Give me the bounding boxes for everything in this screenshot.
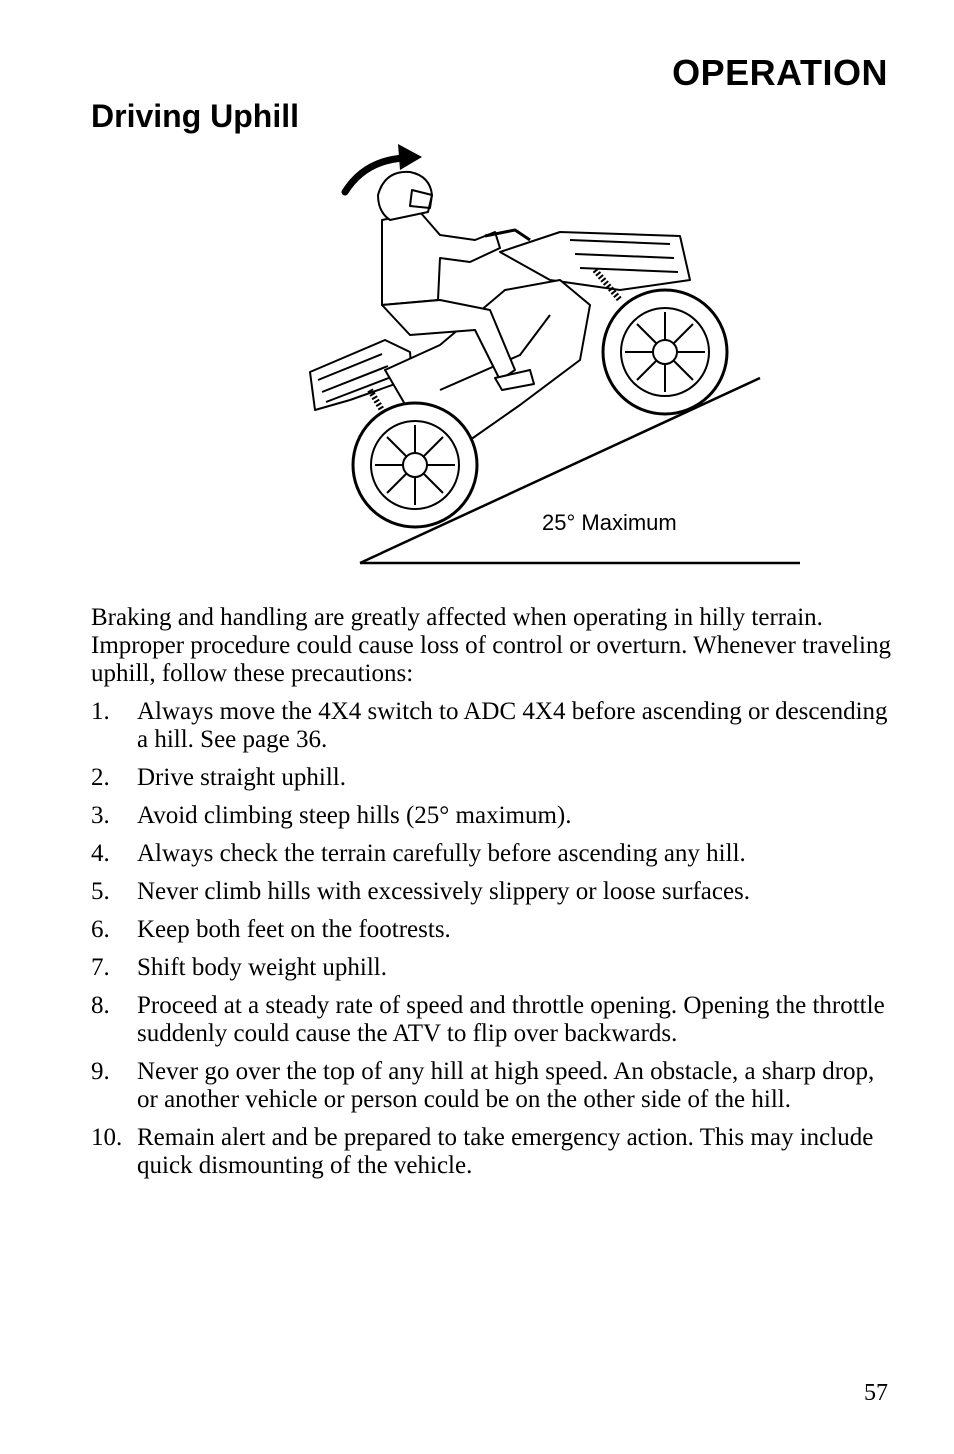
list-item [91, 992, 891, 1048]
list-item [91, 698, 891, 754]
list-item-number: 8. [91, 992, 110, 1019]
list-item-text: Drive straight uphill. [137, 764, 346, 791]
list-item [91, 916, 891, 944]
list-item-text: Shift body weight uphill. [137, 954, 387, 981]
list-item [91, 802, 891, 830]
list-item-number: 3. [91, 802, 110, 829]
list-item-text: Keep both feet on the footrests. [137, 916, 451, 943]
list-item [91, 840, 891, 868]
list-item-text: Always move the 4X4 switch to ADC 4X4 before ascending or descending a hill. See page 36. [137, 698, 888, 753]
list-item-number: 6. [91, 916, 110, 943]
list-item-number: 9. [91, 1058, 110, 1085]
atv-rider-illustration [310, 172, 727, 527]
list-item [91, 878, 891, 906]
section-header: OPERATION [672, 52, 888, 93]
list-item-text: Proceed at a steady rate of speed and throttle opening. Opening the throttle suddenly could cause the ATV to flip over backwards. [137, 992, 885, 1047]
page-number: 57 [864, 1380, 888, 1406]
list-item [91, 764, 891, 792]
list-item [91, 1124, 891, 1180]
list-item-number: 5. [91, 878, 110, 905]
list-item-number: 2. [91, 764, 110, 791]
list-item-number: 7. [91, 954, 110, 981]
list-item-text: Avoid climbing steep hills (25° maximum). [137, 802, 572, 829]
list-item-text: Always check the terrain carefully before ascending any hill. [137, 840, 746, 867]
list-item-number: 10. [91, 1124, 123, 1151]
list-item-number: 1. [91, 698, 110, 725]
body-text [91, 604, 891, 1190]
page-title: Driving Uphill [91, 98, 299, 134]
precautions-list [91, 698, 891, 1180]
intro-paragraph: Braking and handling are greatly affected when operating in hilly terrain. Improper procedure could cause loss of control or overturn. Whenever traveling uphill, follow these precautions: [91, 604, 891, 687]
list-item-text: Remain alert and be prepared to take emergency action. This may include quick dismounting of the vehicle. [137, 1124, 874, 1179]
list-item [91, 954, 891, 982]
slope-angle-label: 25° Maximum [542, 510, 677, 535]
list-item-text: Never go over the top of any hill at high speed. An obstacle, a sharp drop, or another vehicle or person could be on the other side of the hill. [137, 1058, 875, 1113]
atv-uphill-figure [290, 140, 810, 570]
list-item [91, 1058, 891, 1114]
list-item-number: 4. [91, 840, 110, 867]
list-item-text: Never climb hills with excessively slippery or loose surfaces. [137, 878, 751, 905]
atv-uphill-illustration [290, 140, 810, 570]
